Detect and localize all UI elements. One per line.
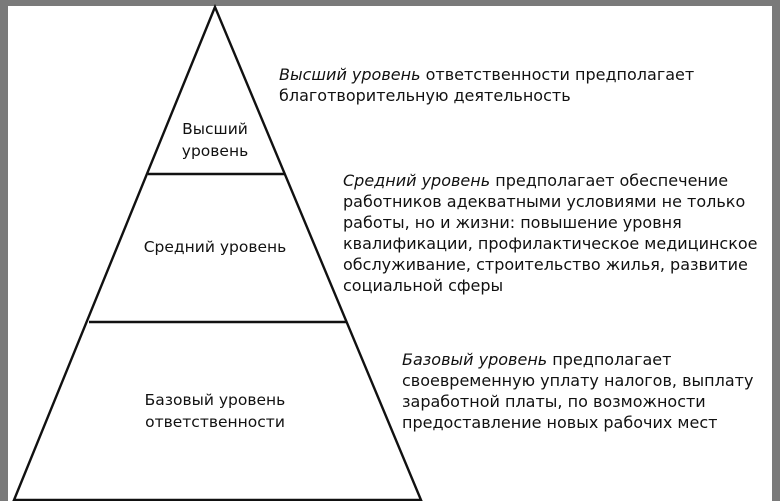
description-base-line: заработной платы, по возможности [402,392,706,411]
description-middle-line: социальной сферы [343,276,504,295]
description-middle-lead: Средний уровень [343,171,491,190]
description-top [279,64,694,106]
description-middle-line: квалификации, профилактическое медицинское [343,234,758,253]
description-base-line: предоставление новых рабочих мест [402,413,718,432]
level-label-base: Базовый уровень ответственности [144,391,286,431]
description-top-lead: Высший уровень [279,65,421,84]
description-top-first-line [279,64,694,85]
description-middle-line: работников адекватными условиями не только [343,192,746,211]
level-label-top: Высший уровень [181,120,249,160]
description-base-lead: Базовый уровень [402,350,548,369]
description-base-line: своевременную уплату налогов, выплату [402,371,754,390]
description-middle-first-rest: предполагает обеспечение [490,171,729,190]
description-base-first-line [402,349,753,370]
description-middle-first-line [343,170,758,191]
description-middle-line: обслуживание, строительство жилья, развитие [343,255,748,274]
description-base [402,349,753,433]
description-top-line: благотворительную деятельность [279,86,571,105]
level-label-middle: Средний уровень [143,238,287,256]
description-top-first-rest: ответственности предполагает [420,65,695,84]
description-base-first-rest: предполагает [547,350,672,369]
description-middle [343,170,758,296]
description-middle-line: работы, но и жизни: повышение уровня [343,213,682,232]
